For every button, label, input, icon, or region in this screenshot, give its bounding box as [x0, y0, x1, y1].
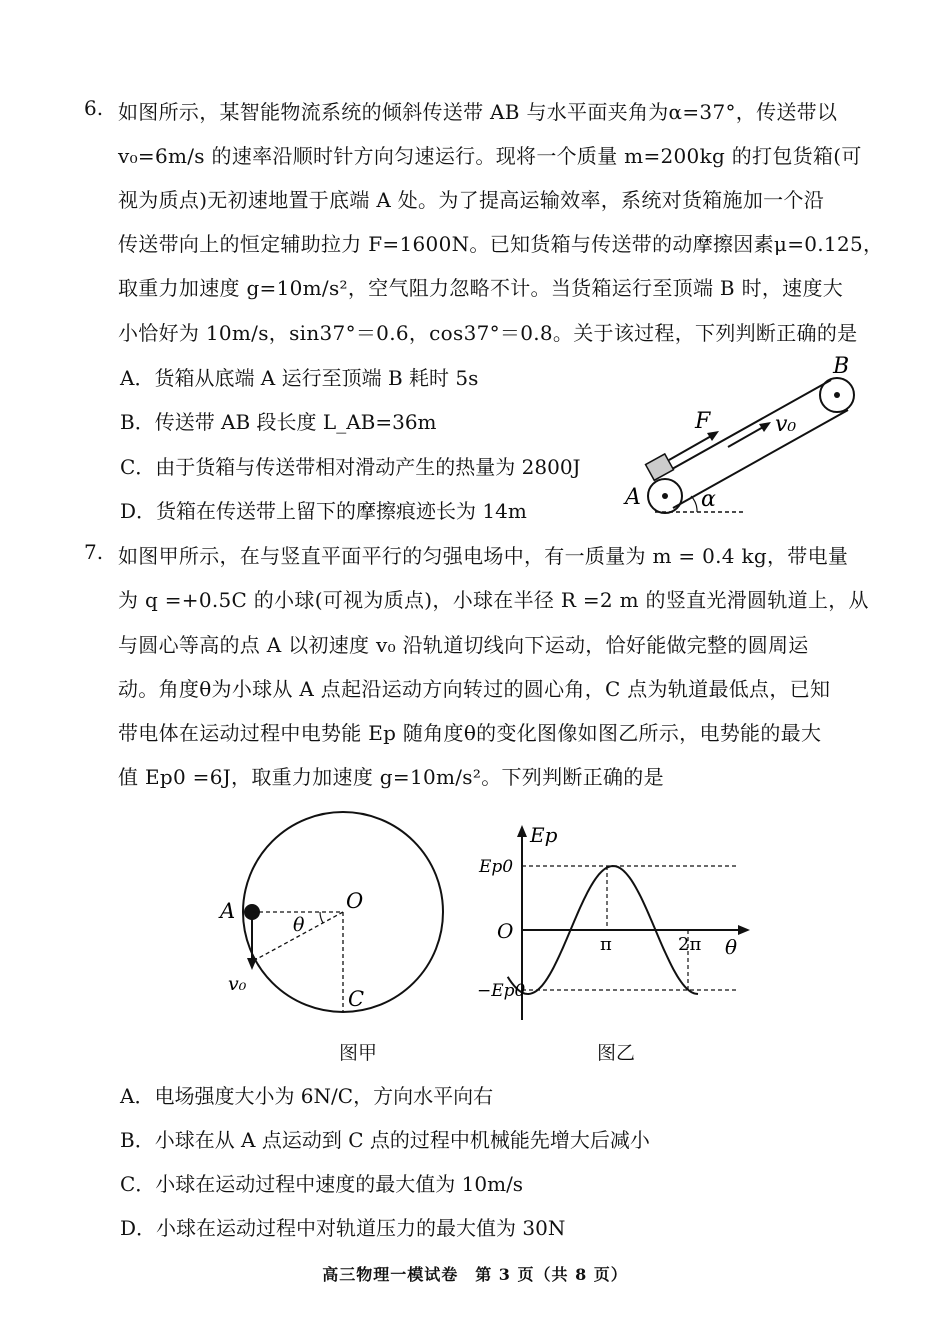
question-text-line: 带电体在运动过程中电势能 Ep 随角度θ的变化图像如图乙所示，电势能的最大 — [118, 721, 822, 745]
label-v0: v₀ — [775, 412, 797, 437]
question-text-line: v₀=6m/s 的速率沿顺时针方向匀速运行。现将一个质量 m=200kg 的打包货箱(可 — [118, 144, 862, 168]
option-c: C．小球在运动过程中速度的最大值为 10m/s — [120, 1172, 524, 1196]
question-text-line: 值 Ep0 =6J，取重力加速度 g=10m/s²。下列判断正确的是 — [118, 765, 664, 789]
potential-energy-graph — [475, 820, 775, 1030]
label-v0: v₀ — [228, 973, 247, 995]
label-theta: θ — [293, 914, 305, 936]
page-footer: 高三物理一模试卷 第 3 页（共 8 页） — [322, 1265, 628, 1284]
label-origin: O — [497, 919, 514, 943]
question-text-line: 视为质点)无初速地置于底端 A 处。为了提高运输效率，系统对货箱施加一个沿 — [118, 188, 825, 212]
label-alpha: α — [701, 487, 716, 512]
circular-track-figure — [210, 800, 460, 1030]
question-text-line: 如图所示，某智能物流系统的倾斜传送带 AB 与水平面夹角为α=37°，传送带以 — [118, 100, 838, 124]
option-a: A．电场强度大小为 6N/C，方向水平向右 — [120, 1084, 494, 1108]
question-text-line: 动。角度θ为小球从 A 点起沿运动方向转过的圆心角，C 点为轨道最低点，已知 — [118, 677, 831, 701]
label-o: O — [346, 889, 364, 913]
option-b: B．传送带 AB 段长度 L_AB=36m — [120, 410, 437, 434]
label-ep: Ep — [530, 823, 558, 847]
label-2pi: 2π — [678, 934, 702, 955]
question-text-line: 小恰好为 10m/s，sin37°＝0.6，cos37°＝0.8。关于该过程，下列判断正确的是 — [118, 321, 858, 345]
label-f: F — [695, 409, 711, 434]
label-c: C — [348, 987, 365, 1011]
question-text-line: 取重力加速度 g=10m/s²，空气阻力忽略不计。当货箱运行至顶端 B 时，速度大 — [118, 276, 844, 300]
label-neg-ep0: −Ep0 — [477, 981, 526, 1001]
option-b: B．小球在从 A 点运动到 C 点的过程中机械能先增大后减小 — [120, 1128, 650, 1152]
label-a: A — [220, 899, 236, 923]
figure-caption-yi: 图乙 — [597, 1042, 636, 1064]
label-b: B — [833, 354, 850, 379]
option-d: D．货箱在传送带上留下的摩擦痕迹长为 14m — [120, 499, 527, 523]
conveyor-belt-figure — [615, 340, 865, 525]
option-c: C．由于货箱与传送带相对滑动产生的热量为 2800J — [120, 455, 581, 479]
question-text-line: 为 q =+0.5C 的小球(可视为质点)，小球在半径 R =2 m 的竖直光滑圆轨道上，从 — [118, 588, 869, 612]
question-number: 6. — [84, 96, 104, 120]
label-ep0: Ep0 — [479, 857, 514, 877]
label-a: A — [625, 485, 641, 510]
question-text-line: 如图甲所示，在与竖直平面平行的匀强电场中，有一质量为 m = 0.4 kg，带电量 — [118, 544, 849, 568]
label-pi: π — [600, 934, 612, 955]
figure-caption-jia: 图甲 — [339, 1042, 378, 1064]
question-number: 7. — [84, 540, 104, 564]
option-a: A．货箱从底端 A 运行至顶端 B 耗时 5s — [120, 366, 479, 390]
question-text-line: 与圆心等高的点 A 以初速度 v₀ 沿轨道切线向下运动，恰好能做完整的圆周运 — [118, 633, 809, 657]
label-theta-axis: θ — [725, 935, 738, 959]
question-text-line: 传送带向上的恒定辅助拉力 F=1600N。已知货箱与传送带的动摩擦因素μ=0.125， — [118, 232, 884, 256]
option-d: D．小球在运动过程中对轨道压力的最大值为 30N — [120, 1216, 566, 1240]
